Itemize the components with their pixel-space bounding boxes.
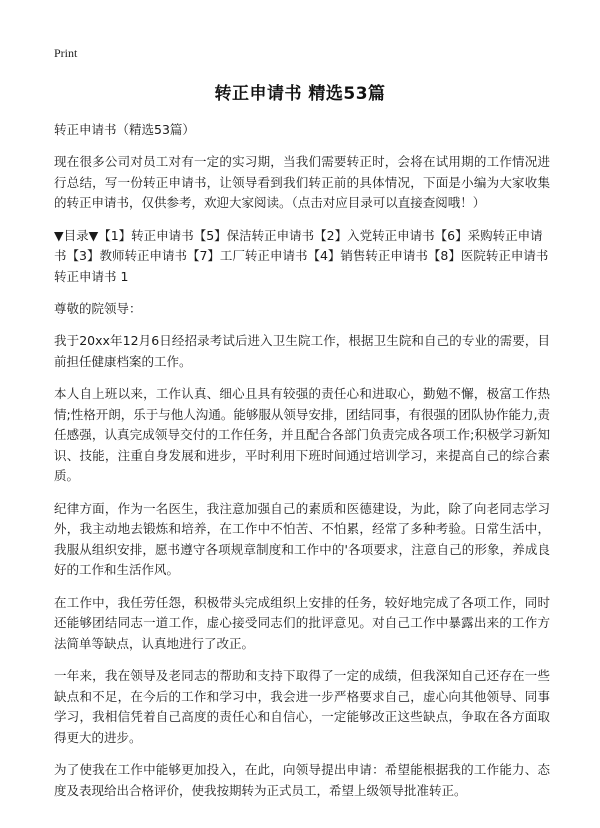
toc-item-2[interactable]: 【2】入党转正申请书 <box>314 227 435 243</box>
document-body <box>54 120 550 813</box>
toc-prefix: ▼目录▼ <box>54 227 99 243</box>
document-subtitle: 转正申请书（精选53篇） <box>54 122 195 137</box>
body-paragraph-3: 纪律方面，作为一名医生，我注意加强自己的素质和医德建设，为此，除了向老同志学习外，我主动地去锻炼和培养，在工作中不怕苦、不怕累，经常了多种考验。日常生活中，我服从组织安排，愿书遵守各项规章制度和工作中的'各项要求，注意自己的形象，养成良好的工作和生活作风。 <box>54 500 550 577</box>
toc-item-7[interactable]: 【7】工厂转正申请书 <box>186 248 308 263</box>
toc-item-1[interactable]: 【1】转正申请书 <box>98 227 194 243</box>
letter-greeting: 尊敬的院领导： <box>54 301 142 316</box>
intro-paragraph: 现在很多公司对员工对有一定的实习期，当我们需要转正时，会将在试用期的工作情况进行总结，写一份转正申请书，让领导看到我们转正前的具体情况，下面是小编为大家收集的转正申请书，仅供参考，欢迎大家阅读。（点击对应目录可以直接查阅哦！） <box>54 154 550 210</box>
table-of-contents <box>54 226 550 288</box>
toc-suffix: 转正申请书 1 <box>54 268 129 284</box>
toc-item-4[interactable]: 【4】销售转正申请书 <box>307 248 428 263</box>
toc-item-5[interactable]: 【5】保洁转正申请书 <box>193 227 315 243</box>
print-link[interactable]: Print <box>54 46 78 60</box>
body-paragraph-6: 为了使我在工作中能够更加投入，在此，向领导提出申请：希望能根据我的工作能力、态度及表现给出合格评价，使我按期转为正式员工，希望上级领导批准转正。 <box>54 762 550 798</box>
body-paragraph-1: 我于20xx年12月6日经招录考试后进入卫生院工作，根据卫生院和自己的专业的需要，目前担任健康档案的工作。 <box>54 333 550 369</box>
toc-item-6[interactable]: 【6】采购转正申请书 <box>54 227 543 263</box>
toc-item-3[interactable]: 【3】教师转正申请书 <box>66 248 187 263</box>
body-paragraph-2: 本人自上班以来，工作认真、细心且具有较强的责任心和进取心，勤勉不懈，极富工作热情;性格开朗，乐于与他人沟通。能够服从领导安排，团结同事，有很强的团队协作能力,责任感强，认真完成领导交付的工作任务，并且配合各部门负责完成各项工作;积极学习新知识、技能，注重自身发展和进步，平时利用下班时间通过培训学习，来提高自己的综合素质。 <box>54 386 550 483</box>
toc-item-8[interactable]: 【8】医院转正申请书 <box>427 248 549 263</box>
page-title: 转正申请书 精选53篇 <box>214 84 386 104</box>
body-paragraph-4: 在工作中，我任劳任怨，积极带头完成组织上安排的任务，较好地完成了各项工作，同时还能够团结同志一道工作，虚心接受同志们的批评意见。对自己工作中暴露出来的工作方法简单等缺点，认真地进行了改正。 <box>54 594 550 651</box>
body-paragraph-5: 一年来，我在领导及老同志的帮助和支持下取得了一定的成绩，但我深知自己还存在一些缺点和不足，在今后的工作和学习中，我会进一步严格要求自己，虚心向其他领导、同事学习，我相信凭着自己高度的责任心和自信心，一定能够改正这些缺点，争取在各方面取得更大的进步。 <box>54 668 550 745</box>
